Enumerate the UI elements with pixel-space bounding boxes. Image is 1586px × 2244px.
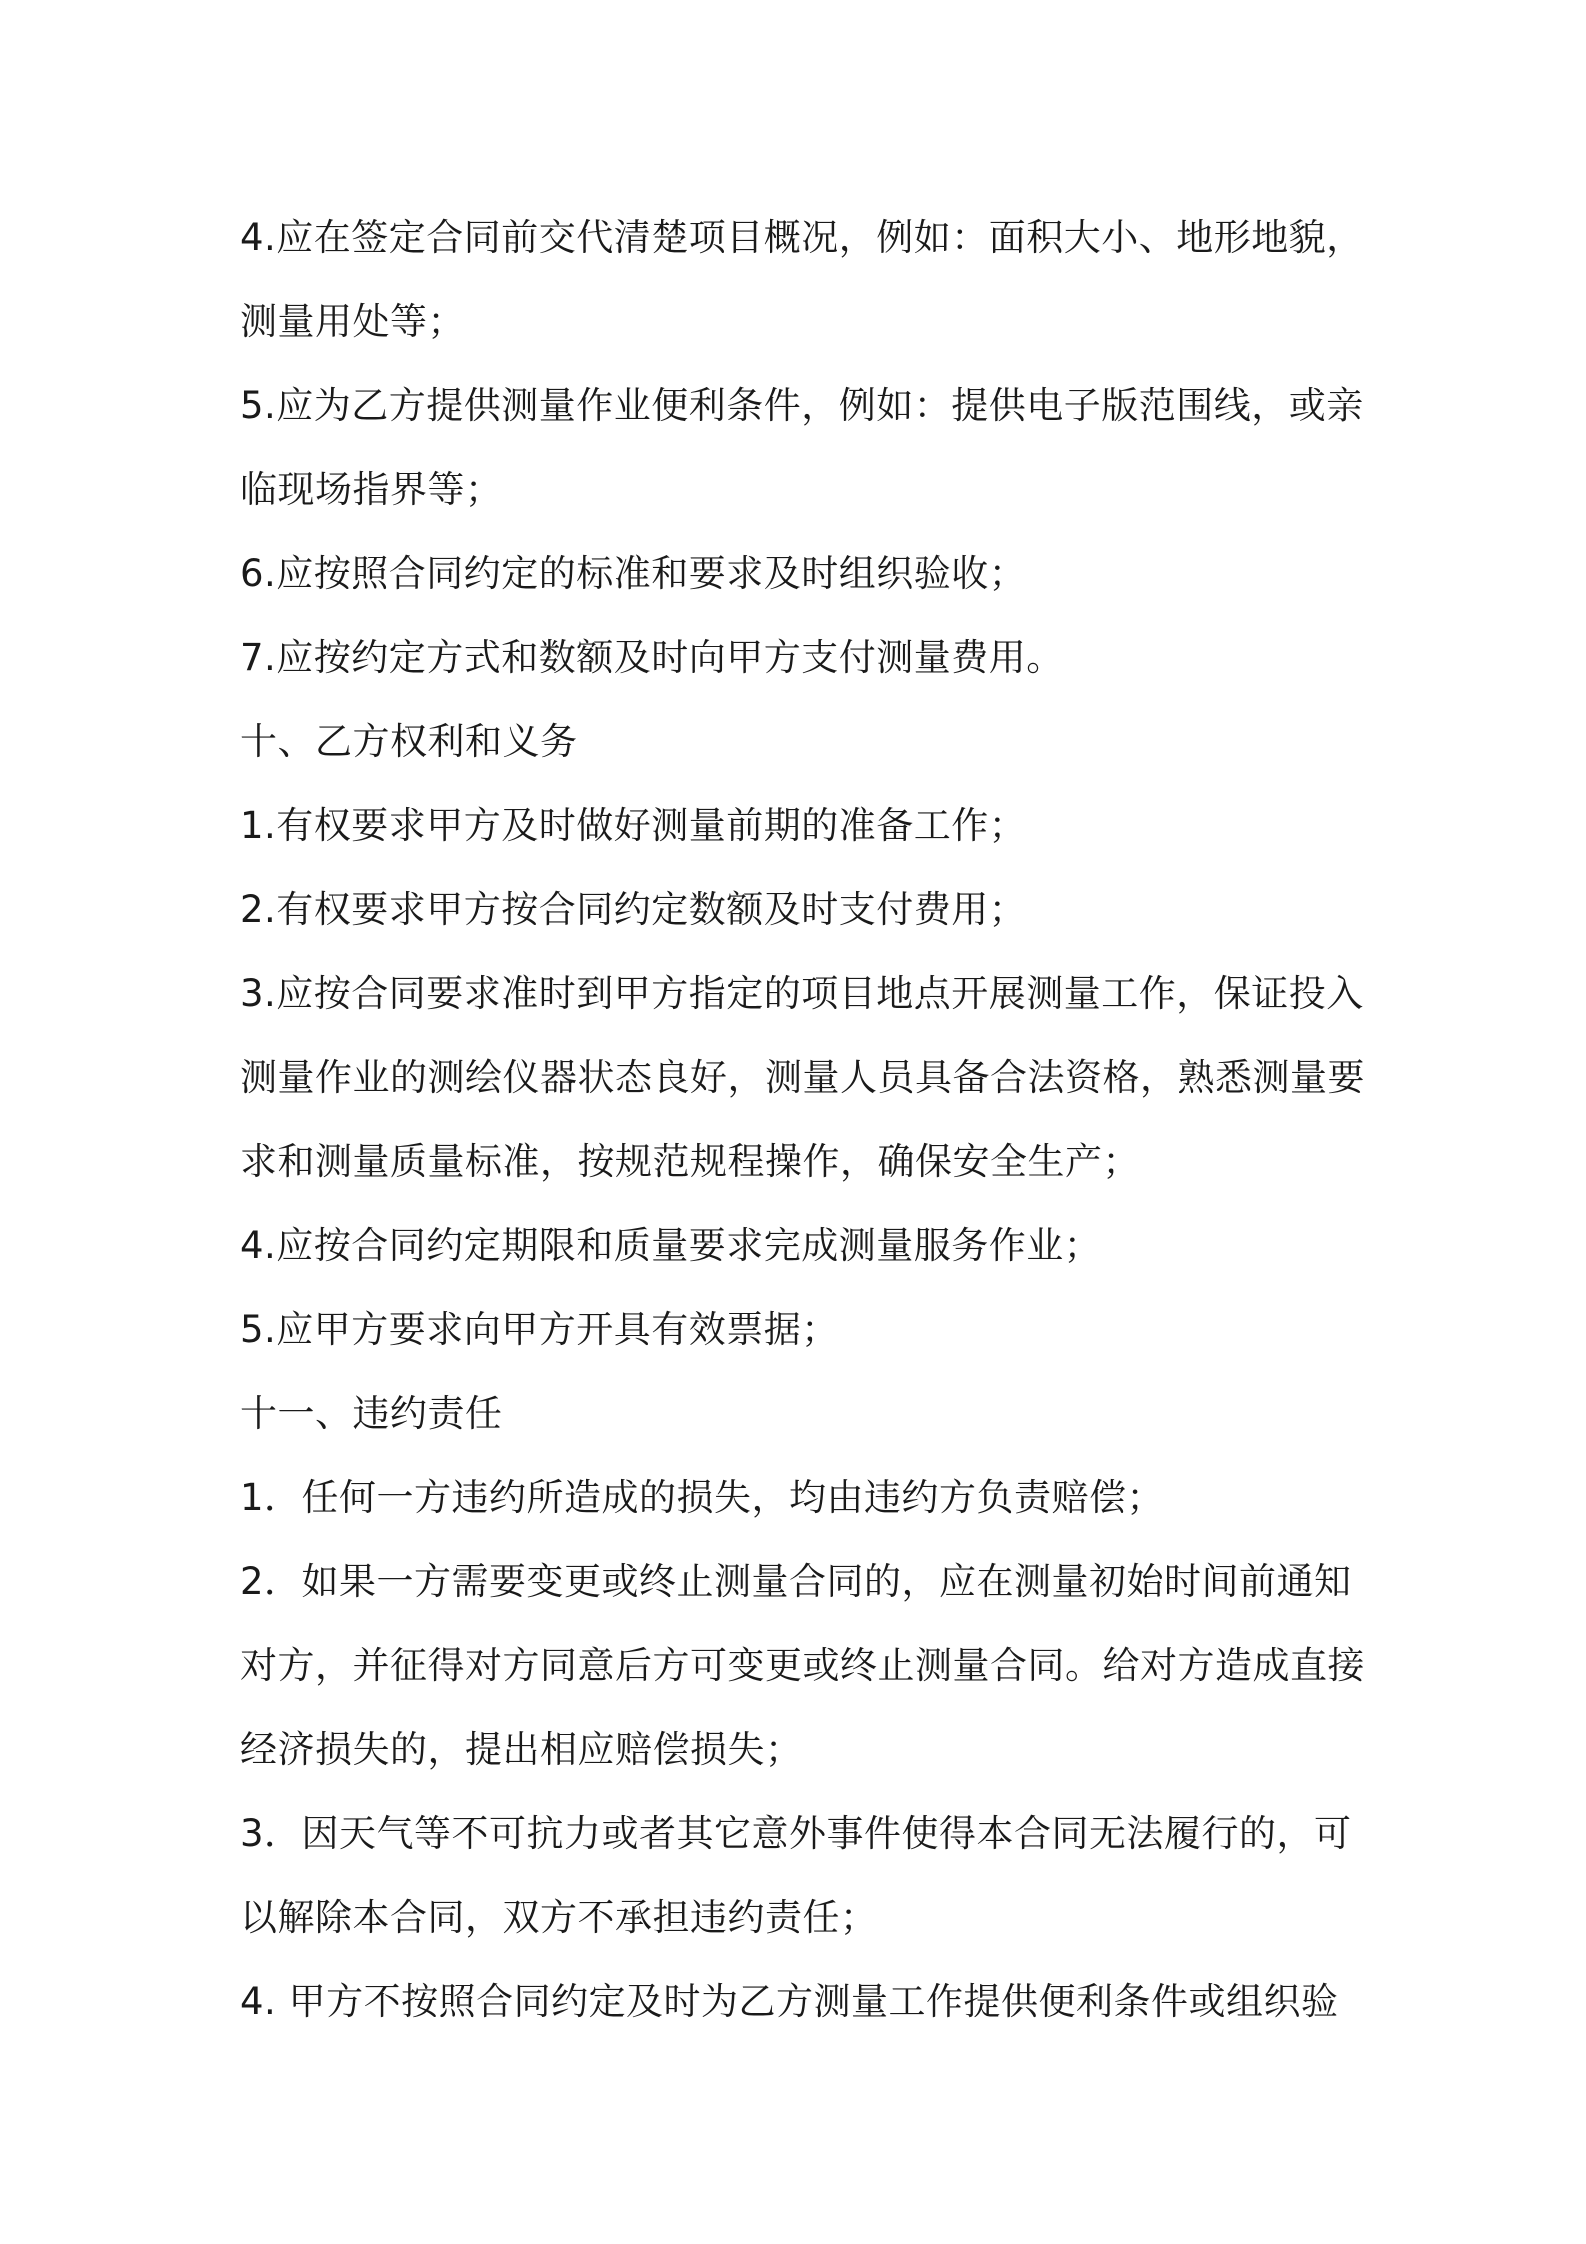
text-line: 临现场指界等； <box>240 468 503 511</box>
text-line: 5.应为乙方提供测量作业便利条件，例如：提供电子版范围线，或亲 <box>240 384 1364 427</box>
text-line: 2．如果一方需要变更或终止测量合同的，应在测量初始时间前通知 <box>240 1560 1352 1603</box>
text-line: 7.应按约定方式和数额及时向甲方支付测量费用。 <box>240 636 1064 679</box>
text-line: 3.应按合同要求准时到甲方指定的项目地点开展测量工作，保证投入 <box>240 972 1364 1015</box>
text-line: 以解除本合同，双方不承担违约责任； <box>240 1896 878 1939</box>
text-line: 4.应按合同约定期限和质量要求完成测量服务作业； <box>240 1224 1102 1267</box>
text-line: 经济损失的，提出相应赔偿损失； <box>240 1728 803 1771</box>
text-line: 4. 甲方不按照合同约定及时为乙方测量工作提供便利条件或组织验 <box>240 1980 1339 2023</box>
document-body <box>240 196 1365 2044</box>
text-line: 2.有权要求甲方按合同约定数额及时支付费用； <box>240 888 1027 931</box>
text-line: 5.应甲方要求向甲方开具有效票据； <box>240 1308 839 1351</box>
section-heading: 十、乙方权利和义务 <box>240 720 578 763</box>
text-line: 4.应在签定合同前交代清楚项目概况，例如：面积大小、地形地貌， <box>240 216 1364 259</box>
text-line: 6.应按照合同约定的标准和要求及时组织验收； <box>240 552 1027 595</box>
text-line: 1．任何一方违约所造成的损失，均由违约方负责赔偿； <box>240 1476 1165 1519</box>
text-line: 3．因天气等不可抗力或者其它意外事件使得本合同无法履行的，可 <box>240 1812 1352 1855</box>
text-line: 测量用处等； <box>240 300 465 343</box>
text-line: 对方，并征得对方同意后方可变更或终止测量合同。给对方造成直接 <box>240 1644 1365 1687</box>
text-line: 求和测量质量标准，按规范规程操作，确保安全生产； <box>240 1140 1140 1183</box>
section-heading: 十一、违约责任 <box>240 1392 503 1435</box>
text-line: 测量作业的测绘仪器状态良好，测量人员具备合法资格，熟悉测量要 <box>240 1056 1365 1099</box>
text-line: 1.有权要求甲方及时做好测量前期的准备工作； <box>240 804 1027 847</box>
